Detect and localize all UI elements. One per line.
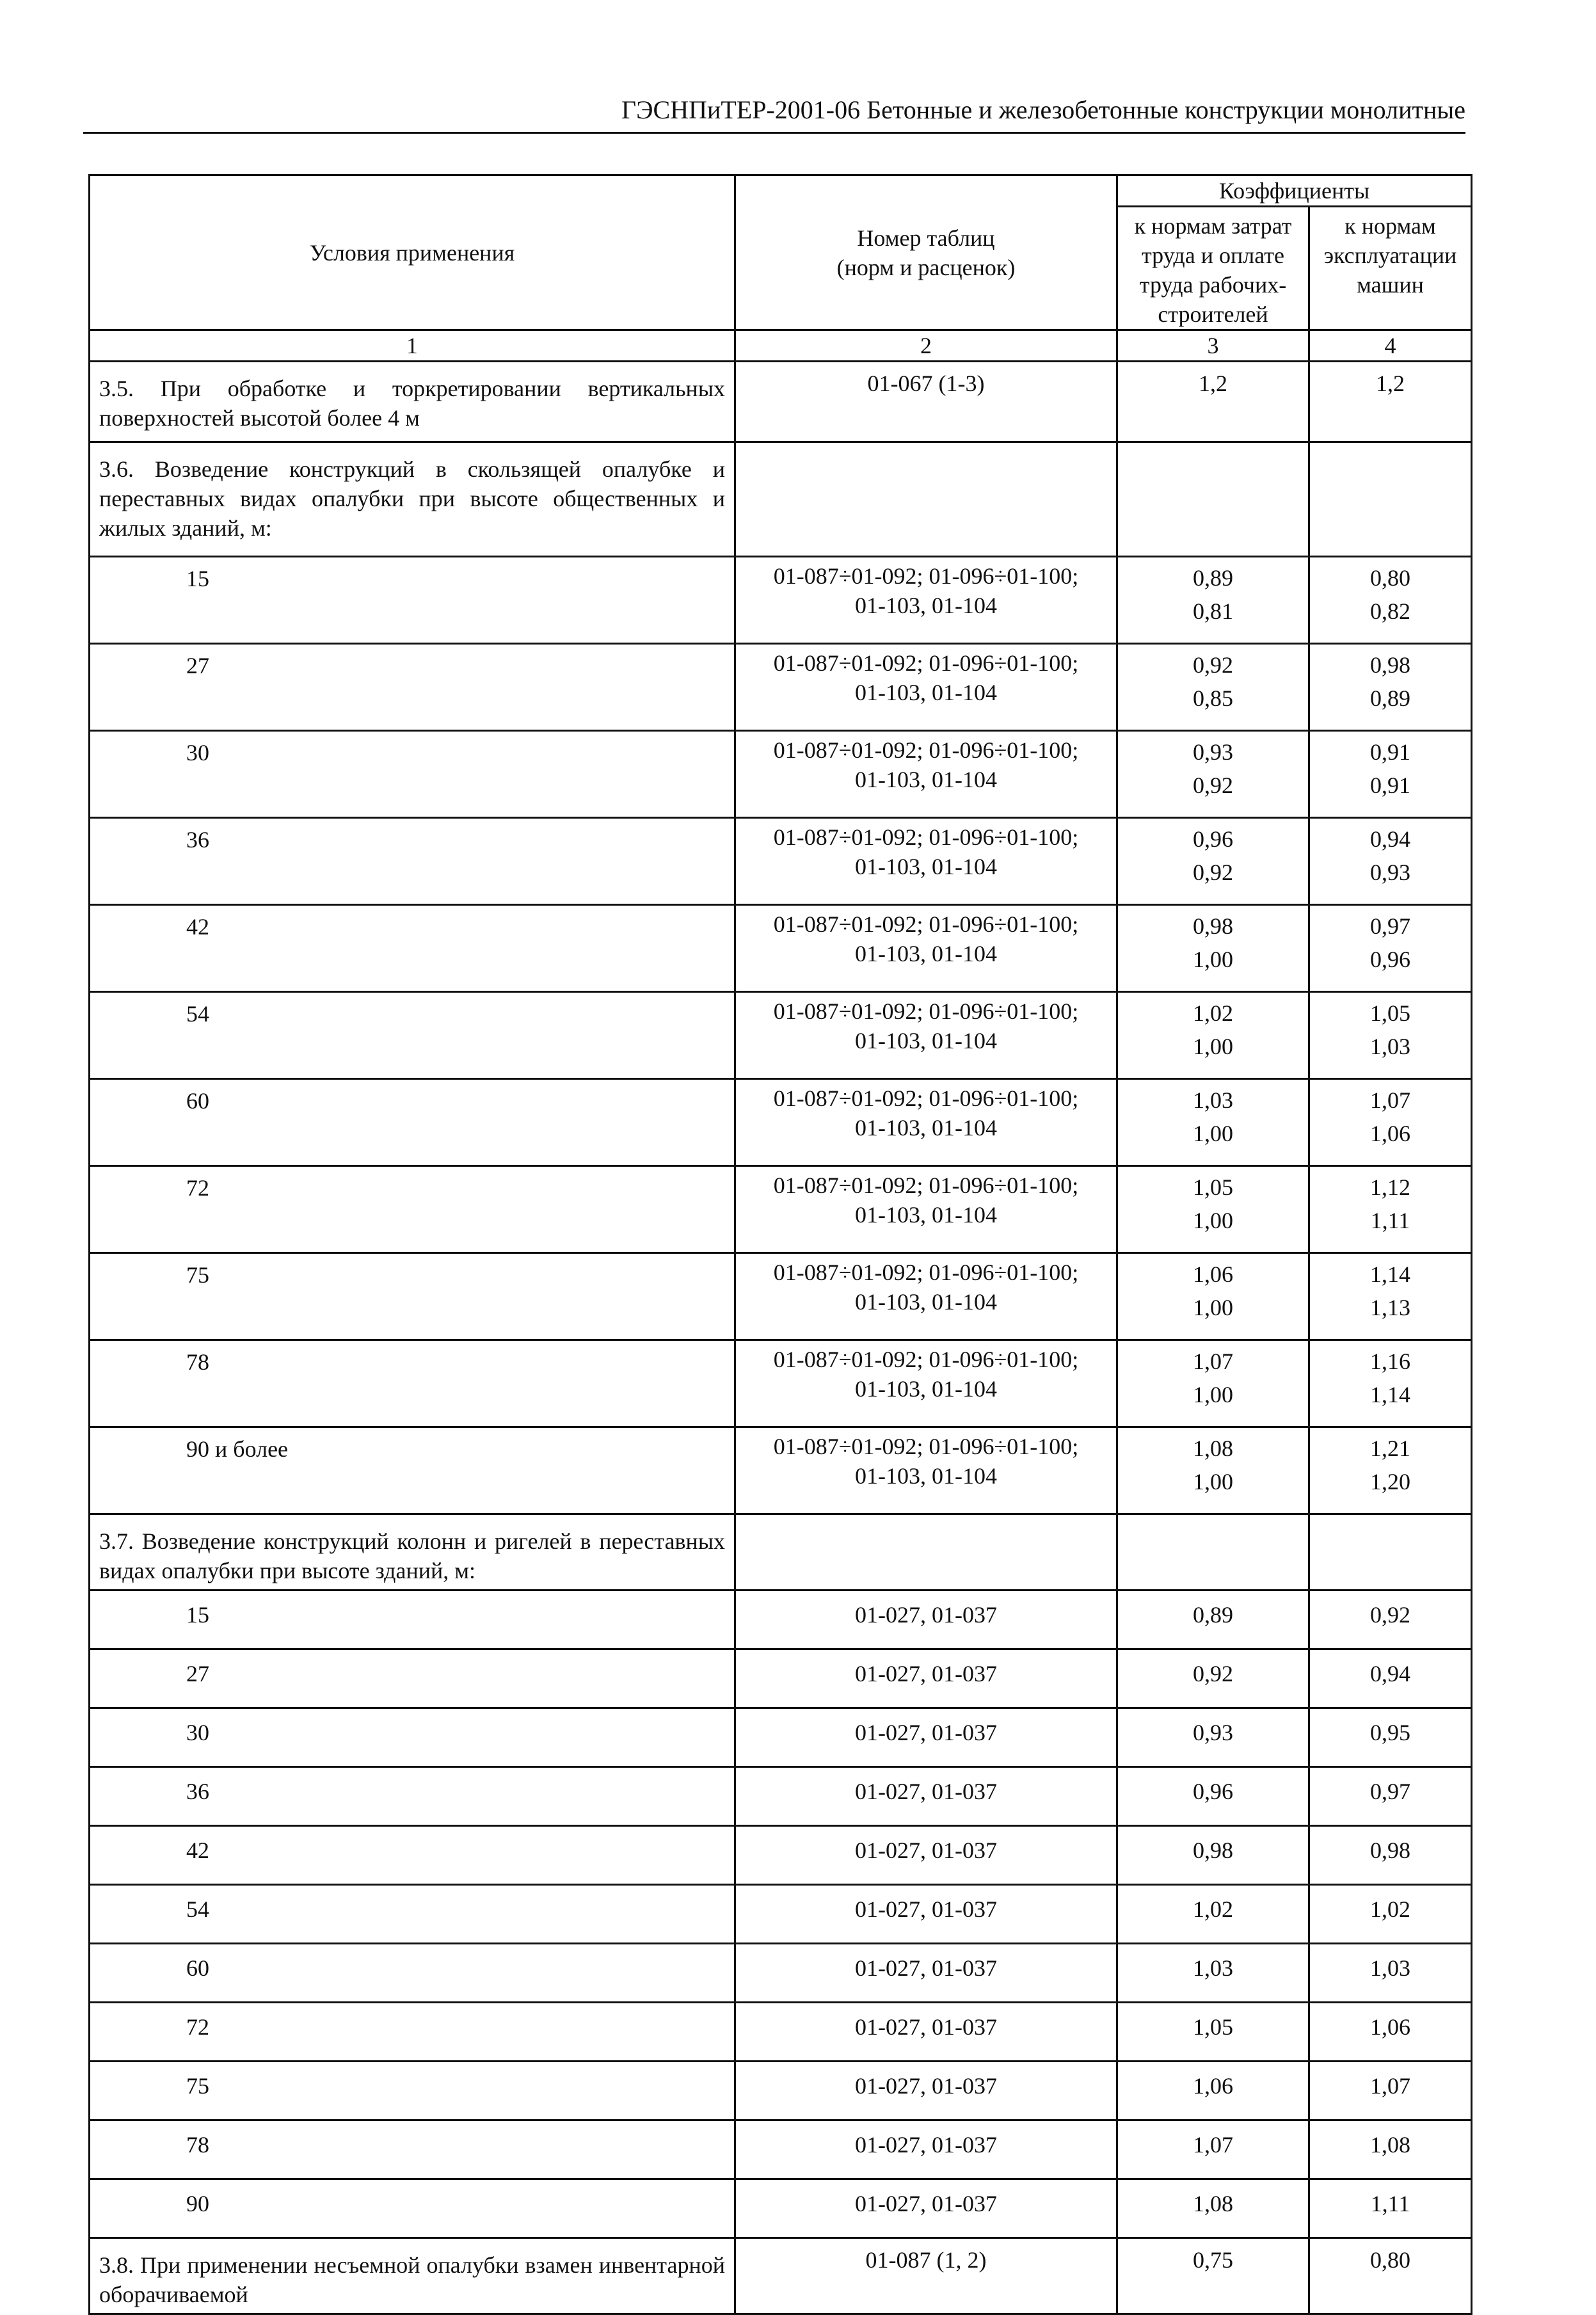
machines-cell [1309,1166,1472,1253]
ref-line2: 01-103, 01-104 [855,1289,997,1315]
ref-cell [735,1340,1117,1427]
column-number-3: 3 [1117,330,1309,362]
labor-cell [1117,644,1309,731]
machines-value-2: 0,96 [1370,947,1410,972]
machines-value-2: 1,03 [1370,1034,1410,1059]
height-cell: 15 [90,557,735,644]
machines-cell: 1,02 [1309,1885,1472,1944]
item-3-8-row [90,2238,1472,2314]
table-row [90,2120,1472,2179]
ref-line2: 01-103, 01-104 [855,767,997,792]
ref-cell: 01-027, 01-037 [735,1826,1117,1885]
ref-cell [735,992,1117,1079]
header-labor-line1: к нормам затрат [1134,213,1292,239]
item-3-8-labor: 0,75 [1117,2238,1309,2314]
machines-cell: 0,95 [1309,1708,1472,1767]
running-header: ГЭСНПиТЕР-2001-06 Бетонные и железобетонные конструкции монолитные [621,95,1465,124]
table-row [90,1427,1472,1514]
height-cell: 60 [90,1944,735,2003]
table-row [90,1826,1472,1885]
ref-line1: 01-087÷01-092; 01-096÷01-100; [773,998,1079,1024]
ref-line1: 01-087÷01-092; 01-096÷01-100; [773,824,1079,850]
ref-cell: 01-027, 01-037 [735,2062,1117,2120]
table-row [90,1079,1472,1166]
height-cell: 27 [90,644,735,731]
labor-cell: 0,96 [1117,1767,1309,1826]
labor-cell [1117,1427,1309,1514]
machines-cell [1309,644,1472,731]
machines-cell [1309,1340,1472,1427]
item-3-5-labor: 1,2 [1117,362,1309,442]
height-cell: 78 [90,2120,735,2179]
table-row [90,905,1472,992]
table-row [90,1767,1472,1826]
machines-value-1: 0,97 [1370,913,1410,939]
height-cell: 72 [90,1166,735,1253]
header-machines-line2: эксплуатации [1323,243,1457,268]
header-table-number-line1: Номер таблиц [857,225,995,251]
height-cell: 54 [90,992,735,1079]
labor-cell [1117,1253,1309,1340]
labor-value-1: 0,96 [1193,826,1233,852]
ref-line1: 01-087÷01-092; 01-096÷01-100; [773,1260,1079,1285]
ref-line1: 01-087÷01-092; 01-096÷01-100; [773,1434,1079,1459]
header-table-number [735,175,1117,330]
labor-cell [1117,1079,1309,1166]
ref-cell [735,905,1117,992]
ref-cell: 01-027, 01-037 [735,1590,1117,1649]
ref-line2: 01-103, 01-104 [855,941,997,966]
table-row [90,992,1472,1079]
machines-value-2: 0,82 [1370,598,1410,624]
ref-line2: 01-103, 01-104 [855,1463,997,1489]
height-cell: 42 [90,905,735,992]
labor-value-2: 0,92 [1193,860,1233,885]
table-row [90,1590,1472,1649]
machines-value-2: 1,13 [1370,1295,1410,1320]
ref-line1: 01-087÷01-092; 01-096÷01-100; [773,1173,1079,1198]
table-row [90,2179,1472,2238]
table-row [90,1708,1472,1767]
height-cell: 36 [90,1767,735,1826]
machines-cell [1309,731,1472,818]
machines-cell: 1,08 [1309,2120,1472,2179]
machines-cell [1309,992,1472,1079]
ref-cell [735,818,1117,905]
machines-cell: 1,11 [1309,2179,1472,2238]
machines-value-1: 0,98 [1370,652,1410,678]
ref-cell: 01-027, 01-037 [735,2120,1117,2179]
labor-cell [1117,1340,1309,1427]
table-row [90,1885,1472,1944]
column-number-4: 4 [1309,330,1472,362]
machines-value-1: 0,91 [1370,739,1410,765]
machines-value-1: 1,21 [1370,1436,1410,1461]
labor-value-2: 1,00 [1193,1382,1233,1407]
ref-line2: 01-103, 01-104 [855,1115,997,1141]
labor-value-1: 1,07 [1193,1349,1233,1374]
ref-cell [735,1079,1117,1166]
item-3-5-row [90,362,1472,442]
machines-value-2: 0,93 [1370,860,1410,885]
ref-cell: 01-027, 01-037 [735,1649,1117,1708]
ref-line1: 01-087÷01-092; 01-096÷01-100; [773,650,1079,676]
labor-cell: 1,03 [1117,1944,1309,2003]
ref-cell: 01-027, 01-037 [735,1944,1117,2003]
item-3-5-ref: 01-067 (1-3) [735,362,1117,442]
machines-value-1: 1,12 [1370,1174,1410,1200]
ref-line1: 01-087÷01-092; 01-096÷01-100; [773,737,1079,763]
labor-value-2: 0,92 [1193,773,1233,798]
item-3-6-machines [1309,442,1472,557]
ref-line2: 01-103, 01-104 [855,1376,997,1402]
height-cell: 42 [90,1826,735,1885]
machines-cell: 1,03 [1309,1944,1472,2003]
ref-line2: 01-103, 01-104 [855,680,997,705]
item-3-8-text: 3.8. При применении несъемной опалубки взамен инвентарной оборачиваемой [90,2238,735,2314]
height-cell: 90 и более [90,1427,735,1514]
labor-value-2: 1,00 [1193,1208,1233,1233]
height-cell: 27 [90,1649,735,1708]
ref-line1: 01-087÷01-092; 01-096÷01-100; [773,1085,1079,1111]
labor-cell [1117,557,1309,644]
column-number-2: 2 [735,330,1117,362]
ref-cell: 01-027, 01-037 [735,2003,1117,2062]
header-machines [1309,207,1472,330]
table-row [90,1166,1472,1253]
labor-cell: 0,92 [1117,1649,1309,1708]
item-3-5-machines: 1,2 [1309,362,1472,442]
ref-line2: 01-103, 01-104 [855,1028,997,1053]
height-cell: 15 [90,1590,735,1649]
machines-value-1: 1,05 [1370,1000,1410,1026]
ref-line2: 01-103, 01-104 [855,1202,997,1228]
machines-value-2: 1,20 [1370,1469,1410,1494]
height-cell: 30 [90,1708,735,1767]
table-row [90,557,1472,644]
height-cell: 72 [90,2003,735,2062]
ref-line2: 01-103, 01-104 [855,593,997,618]
labor-value-1: 1,06 [1193,1262,1233,1287]
labor-cell [1117,818,1309,905]
table-row [90,644,1472,731]
height-cell: 60 [90,1079,735,1166]
machines-value-1: 0,80 [1370,565,1410,591]
labor-value-1: 1,02 [1193,1000,1233,1026]
labor-cell: 0,93 [1117,1708,1309,1767]
ref-cell [735,731,1117,818]
header-labor-line2: труда и оплате [1142,243,1284,268]
labor-cell: 0,89 [1117,1590,1309,1649]
machines-value-1: 1,07 [1370,1087,1410,1113]
height-cell: 30 [90,731,735,818]
machines-cell: 0,97 [1309,1767,1472,1826]
height-cell: 54 [90,1885,735,1944]
item-3-8-machines: 0,80 [1309,2238,1472,2314]
table-row [90,1944,1472,2003]
ref-cell: 01-027, 01-037 [735,1708,1117,1767]
machines-value-2: 1,06 [1370,1121,1410,1146]
height-cell: 90 [90,2179,735,2238]
labor-value-1: 0,89 [1193,565,1233,591]
header-conditions: Условия применения [90,175,735,330]
ref-line1: 01-087÷01-092; 01-096÷01-100; [773,563,1079,589]
header-rule [83,132,1465,134]
height-cell: 75 [90,2062,735,2120]
column-number-1: 1 [90,330,735,362]
table-row [90,1340,1472,1427]
machines-cell: 0,92 [1309,1590,1472,1649]
header-labor-line3: труда рабочих- [1139,272,1287,298]
labor-value-1: 1,05 [1193,1174,1233,1200]
machines-cell [1309,557,1472,644]
table-row [90,2003,1472,2062]
table-row [90,2062,1472,2120]
machines-cell: 1,07 [1309,2062,1472,2120]
labor-value-2: 1,00 [1193,947,1233,972]
machines-value-2: 1,11 [1370,1208,1410,1233]
column-numbers-row [90,330,1472,362]
machines-value-1: 1,14 [1370,1262,1410,1287]
labor-cell: 1,08 [1117,2179,1309,2238]
item-3-7-ref [735,1514,1117,1590]
table-row [90,1649,1472,1708]
ref-line1: 01-087÷01-092; 01-096÷01-100; [773,911,1079,937]
labor-cell: 1,02 [1117,1885,1309,1944]
machines-value-1: 1,16 [1370,1349,1410,1374]
ref-cell [735,557,1117,644]
labor-value-2: 1,00 [1193,1469,1233,1494]
height-cell: 36 [90,818,735,905]
labor-value-1: 1,03 [1193,1087,1233,1113]
header-machines-line3: машин [1357,272,1424,298]
header-table-number-line2: (норм и расценок) [836,254,1016,280]
height-cell: 75 [90,1253,735,1340]
ref-cell [735,1166,1117,1253]
item-3-6-labor [1117,442,1309,557]
labor-value-2: 0,85 [1193,685,1233,711]
table-row [90,1253,1472,1340]
ref-cell: 01-027, 01-037 [735,1885,1117,1944]
labor-cell: 1,06 [1117,2062,1309,2120]
machines-value-2: 1,14 [1370,1382,1410,1407]
labor-value-1: 1,08 [1193,1436,1233,1461]
machines-cell: 0,98 [1309,1826,1472,1885]
ref-cell [735,1253,1117,1340]
coefficients-table [88,174,1472,2315]
labor-value-2: 1,00 [1193,1121,1233,1146]
labor-value-1: 0,93 [1193,739,1233,765]
ref-cell [735,1427,1117,1514]
labor-cell [1117,731,1309,818]
machines-value-2: 0,89 [1370,685,1410,711]
item-3-7-row [90,1514,1472,1590]
machines-value-2: 0,91 [1370,773,1410,798]
table-row [90,731,1472,818]
labor-value-2: 1,00 [1193,1295,1233,1320]
header-coefficients: Коэффициенты [1117,175,1472,207]
item-3-7-machines [1309,1514,1472,1590]
item-3-6-row [90,442,1472,557]
labor-cell [1117,1166,1309,1253]
labor-cell: 1,05 [1117,2003,1309,2062]
ref-cell: 01-027, 01-037 [735,2179,1117,2238]
header-labor [1117,207,1309,330]
ref-line2: 01-103, 01-104 [855,854,997,879]
ref-cell [735,644,1117,731]
item-3-6-ref [735,442,1117,557]
labor-value-2: 1,00 [1193,1034,1233,1059]
labor-value-2: 0,81 [1193,598,1233,624]
item-3-7-labor [1117,1514,1309,1590]
machines-value-1: 0,94 [1370,826,1410,852]
machines-cell [1309,905,1472,992]
machines-cell [1309,1253,1472,1340]
header-machines-line1: к нормам [1345,213,1436,239]
machines-cell [1309,1427,1472,1514]
labor-cell: 0,98 [1117,1826,1309,1885]
machines-cell [1309,1079,1472,1166]
labor-cell [1117,905,1309,992]
labor-cell [1117,992,1309,1079]
ref-line1: 01-087÷01-092; 01-096÷01-100; [773,1347,1079,1372]
item-3-5-text: 3.5. При обработке и торкретировании вертикальных поверхностей высотой более 4 м [90,362,735,442]
header-labor-line4: строителей [1158,301,1268,327]
labor-value-1: 0,98 [1193,913,1233,939]
labor-value-1: 0,92 [1193,652,1233,678]
labor-cell: 1,07 [1117,2120,1309,2179]
height-cell: 78 [90,1340,735,1427]
item-3-8-ref: 01-087 (1, 2) [735,2238,1117,2314]
table-row [90,818,1472,905]
machines-cell: 1,06 [1309,2003,1472,2062]
item-3-6-text: 3.6. Возведение конструкций в скользящей опалубке и переставных видах опалубки при высоте общественных и жилых зданий, м: [90,442,735,557]
ref-cell: 01-027, 01-037 [735,1767,1117,1826]
machines-cell: 0,94 [1309,1649,1472,1708]
item-3-7-text: 3.7. Возведение конструкций колонн и ригелей в переставных видах опалубки при высоте зданий, м: [90,1514,735,1590]
machines-cell [1309,818,1472,905]
